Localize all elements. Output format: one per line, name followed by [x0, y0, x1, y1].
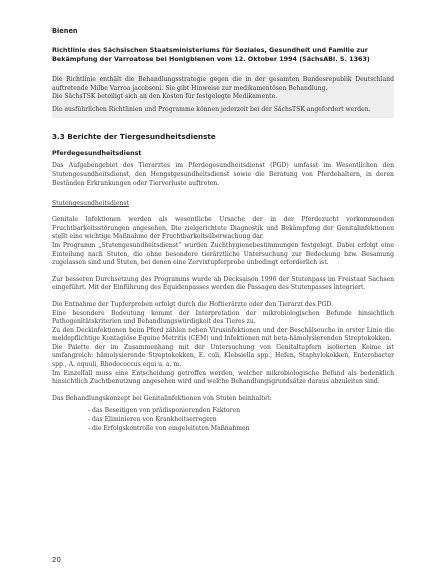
subsection-heading: Pferdegesundheitsdienst [52, 150, 142, 158]
treatment-list [88, 407, 394, 433]
stuten-paragraph-8: Im Einzelfall muss eine Entscheidung getroffen werden, welcher mikrobiologische Befund als bedenklich hinsichtlich Zuchtbenutzung angesehen wird und welche Behandlungsgrundsätze daraus abzuleiten sind. [52, 369, 394, 386]
info-box-text-2: Die SächsTSK beteiligt sich an den Kosten für festgelegte Medikamente. [52, 93, 278, 101]
stuten-paragraph-5: Eine besondere Bedeutung kommt der Interpretation der mikrobiologischen Befunde hinsichtlich Pathogenitätskriterien und Behandlungswürdigkeit des Tieres zu. [52, 309, 394, 326]
stuten-paragraph-4: Die Entnahme der Tupferproben erfolgt durch die Hoftierärzte oder den Tierarzt des PGD. [52, 300, 334, 308]
rule-title: Richtlinie des Sächsischen Staatsministeriums für Soziales, Gesundheit und Familie zur Bekämpfung der Varroatose bei Honigbienen vom 12. Oktober 1994 (SächsABl. S. 1363) [52, 46, 370, 63]
stuten-paragraph-9: Das Behandlungskonzept bei Genitalinfektionen von Stuten beinhaltet: [52, 394, 272, 402]
info-box-text-3: Die ausführlichen Richtlinien und Programme können jederzeit bei der SächsTSK angefordert werden. [52, 105, 371, 113]
list-item: - die Erfolgskontrolle von eingeleiteten Maßnahmen [88, 424, 250, 432]
list-item: - das Beseitigen von prädisponierenden Faktoren [88, 407, 241, 415]
info-box [52, 73, 394, 118]
document-page [52, 27, 394, 433]
stuten-paragraph-2: Im Programm „Stutengesundheitsdienst“ wurden Zuchthygienebestimmungen festgelegt. Dabei erfolgt eine Einteilung nach Stuten, die ohne besondere tierärztliche Untersuchung zur Bedeckung bzw. Besamung zugelassen sind und Stuten, bei denen eine Zervixtupferprobe unbedingt erforderlich ist. [52, 241, 394, 267]
intro-paragraph: Das Aufgabengebiet des Tierarztes im Pferdegesundheitsdienst (PGD) umfasst im Wesentlichen den Stutengesundheitsdienst, den Hengstgesundheitsdienst sowie die Beratung von Pferdehaltern, in deren Beständen Erkrankungen oder Tierverluste auftreten. [52, 162, 394, 187]
info-box-text-1: Die Richtlinie enthält die Behandlungsstrategie gegen die in der gesamten Bundesrepublik Deutschland auftretende Milbe Varroa jacobsoni. Sie gibt Hinweise zur medikamentösen Behandlung. [52, 76, 394, 92]
page-number: 20 [52, 556, 61, 564]
stuten-paragraph-6: Zu den Deckinfektionen beim Pferd zählen neben Virusinfektionen und der Beschälseuche in erster Linie die meldepflichtige Kontagiöse Equine Metritis (CEM) und Infektionen mit beta-hämolysierenden Streptokokken. [52, 326, 394, 343]
stuten-paragraph-3: Zur besseren Durchsetzung des Programms wurde ab Decksaison 1996 der Stutenpass im Freistaat Sachsen eingeführt. Mit der Einführung des Equidenpasses werden die Passagen des Stutenpasses integriert. [52, 275, 394, 292]
stuten-heading: Stutengesundheitsdienst [52, 200, 129, 208]
list-item: - das Eliminieren von Krankheitserregern [88, 416, 217, 424]
stuten-paragraph-7: Die Palette der im Zusammenhang mit der Untersuchung von Genitaltupfern isolierten Keime ist umfangreich: hämolysierende Streptokokken, E. coli, Klebsiella spp., Hefen, Staphylokokken, Enterobacter spp., A. equuli, Rhodococcus equi u. a. m. [52, 343, 394, 369]
section-label: Bienen [52, 27, 78, 35]
section-heading: 3.3 Berichte der Tiergesundheitsdienste [52, 132, 216, 142]
stuten-paragraph-1: Genitale Infektionen werden als wesentliche Ursache der in der Pferdezucht vorkommenden Fruchtbarkeitsstörungen angesehen. Die zielgerichtete Diagnostik und Bekämpfung der Genitalinfektionen stellt eine wichtige Maßnahme der Fruchtbarkeitsüberwachung dar. [52, 216, 394, 241]
